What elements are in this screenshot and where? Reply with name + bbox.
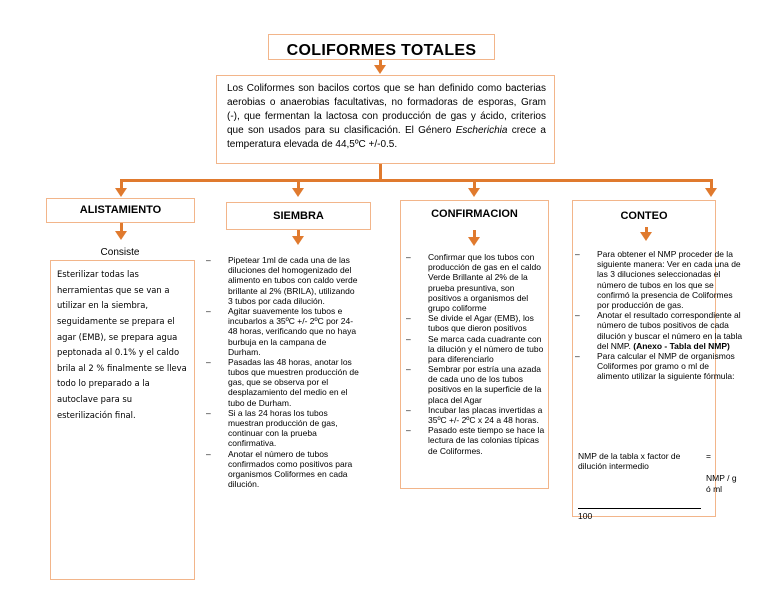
page-title: COLIFORMES TOTALES	[286, 42, 477, 59]
list-item: – Incubar las placas invertidas a 35ºC +/- 2ºC x 24 a 48 horas.	[406, 405, 546, 425]
definition-text	[227, 82, 546, 152]
list-item	[575, 310, 743, 351]
arrow-down-icon	[468, 188, 480, 197]
confirmacion-list	[406, 252, 546, 456]
list-item: – Sembrar por estría una azada de cada uno de los tubos positivos en la superficie de la placa del Agar	[406, 364, 546, 405]
conteo-item2-annex: (Anexo - Tabla del NMP)	[633, 340, 730, 351]
list-item: – Para calcular el NMP de organismos Coliformes por gramo o ml de alimento utilizar la siguiente fórmula:	[575, 351, 743, 382]
arrow-down-icon	[640, 232, 652, 241]
arrow-down-icon	[115, 188, 127, 197]
alistamiento-sublabel: Consiste	[100, 247, 140, 258]
list-item: – Confirmar que los tubos con producción de gas en el caldo Verde Brillante al 2% de la prueba presuntiva, son positivos a organismos del grupo coliforme	[406, 252, 546, 313]
siembra-list-area	[206, 255, 361, 489]
formula-result-line2: ó ml	[706, 484, 723, 494]
siembra-box	[226, 202, 371, 230]
confirmacion-heading: CONFIRMACION	[431, 208, 518, 220]
connector-alistamiento	[120, 223, 123, 231]
formula-equals: =	[706, 451, 711, 461]
list-item: – Anotar el número de tubos confirmados como positivos para organismos Coliformes en cada dilución.	[206, 449, 361, 490]
formula-result-line1: NMP / g	[706, 473, 737, 483]
conteo-item2-text: Anotar el resultado correspondiente al número de tubos positivos de cada dilución y buscar el número en la tabla del NMP.	[597, 310, 743, 351]
formula-divider	[578, 508, 701, 509]
alistamiento-content-box	[50, 260, 195, 580]
alistamiento-box	[46, 198, 195, 223]
list-item: – Si a las 24 horas los tubos muestran producción de gas, continuar con la prueba confirmativa.	[206, 408, 361, 449]
arrow-down-icon	[705, 188, 717, 197]
connector-horizontal-bar	[120, 179, 713, 182]
list-item: – Se marca cada cuadrante con la dilución y el número de tubo para diferenciarlo	[406, 334, 546, 365]
conteo-heading: CONTEO	[620, 210, 668, 222]
list-item: – Pipetear 1ml de cada una de las diluciones del homogenizado del alimento en tubos con caldo verde brillante al 2% (BRILA), utilizando 3 tubos por cada dilución.	[206, 255, 361, 306]
conteo-list	[575, 249, 743, 381]
title-box	[268, 34, 495, 60]
conteo-list-area	[575, 249, 743, 381]
definition-part2: crece a temperatura elevada de 44,5ºC +/-0.5.	[227, 125, 546, 150]
siembra-list	[206, 255, 361, 489]
list-item: – Pasado este tiempo se hace la lectura de las colonias típicas de Coliformes.	[406, 425, 546, 456]
connector-definition-trunk	[379, 164, 382, 180]
arrow-down-icon	[292, 188, 304, 197]
list-item: – Para obtener el NMP proceder de la siguiente manera: Ver en cada una de las 3 diluciones seleccionadas el número de tubos en los que se confirmó la presencia de Coliformes por producción de gas.	[575, 249, 743, 310]
arrow-down-icon	[374, 65, 386, 74]
arrow-down-icon	[115, 231, 127, 240]
arrow-down-icon	[468, 237, 480, 246]
arrow-down-icon	[292, 236, 304, 245]
formula-denominator: 100	[578, 511, 593, 521]
list-item: – Se divide el Agar (EMB), los tubos que dieron positivos	[406, 313, 546, 333]
definition-box	[216, 75, 555, 164]
list-item: – Pasadas las 48 horas, anotar los tubos que muestren producción de gas, que se observa por el desplazamiento del medio en el tubo de Durham.	[206, 357, 361, 408]
definition-genus: Escherichia	[455, 125, 508, 136]
formula-numerator: NMP de la tabla x factor de dilución intermedio	[578, 451, 681, 472]
definition-part1: Los Coliformes son bacilos cortos que se han definido como bacterias aerobias o anaerobias facultativas, no formadoras de esporas, Gram (-), que fermentan la lactosa con producción de gas y ácido, criterios que son usados para su clasificación. El Género	[227, 83, 546, 136]
siembra-heading: SIEMBRA	[273, 210, 324, 222]
alistamiento-heading: ALISTAMIENTO	[79, 204, 162, 216]
confirmacion-list-area	[406, 252, 546, 456]
alistamiento-text: Esterilizar todas las herramientas que se van a utilizar en la siembra, seguidamente se prepara el agar (EMB), se prepara agua peptonada al 0.1% y el caldo brila al 2 % finalmente se lleva todo lo preparado a la autoclave para su esterilización final.	[57, 269, 187, 420]
list-item: – Agitar suavemente los tubos e incubarlos a 35ºC +/- 2ºC por 24-48 horas, verificando que no haya burbuja en la campana de Durham.	[206, 306, 361, 357]
